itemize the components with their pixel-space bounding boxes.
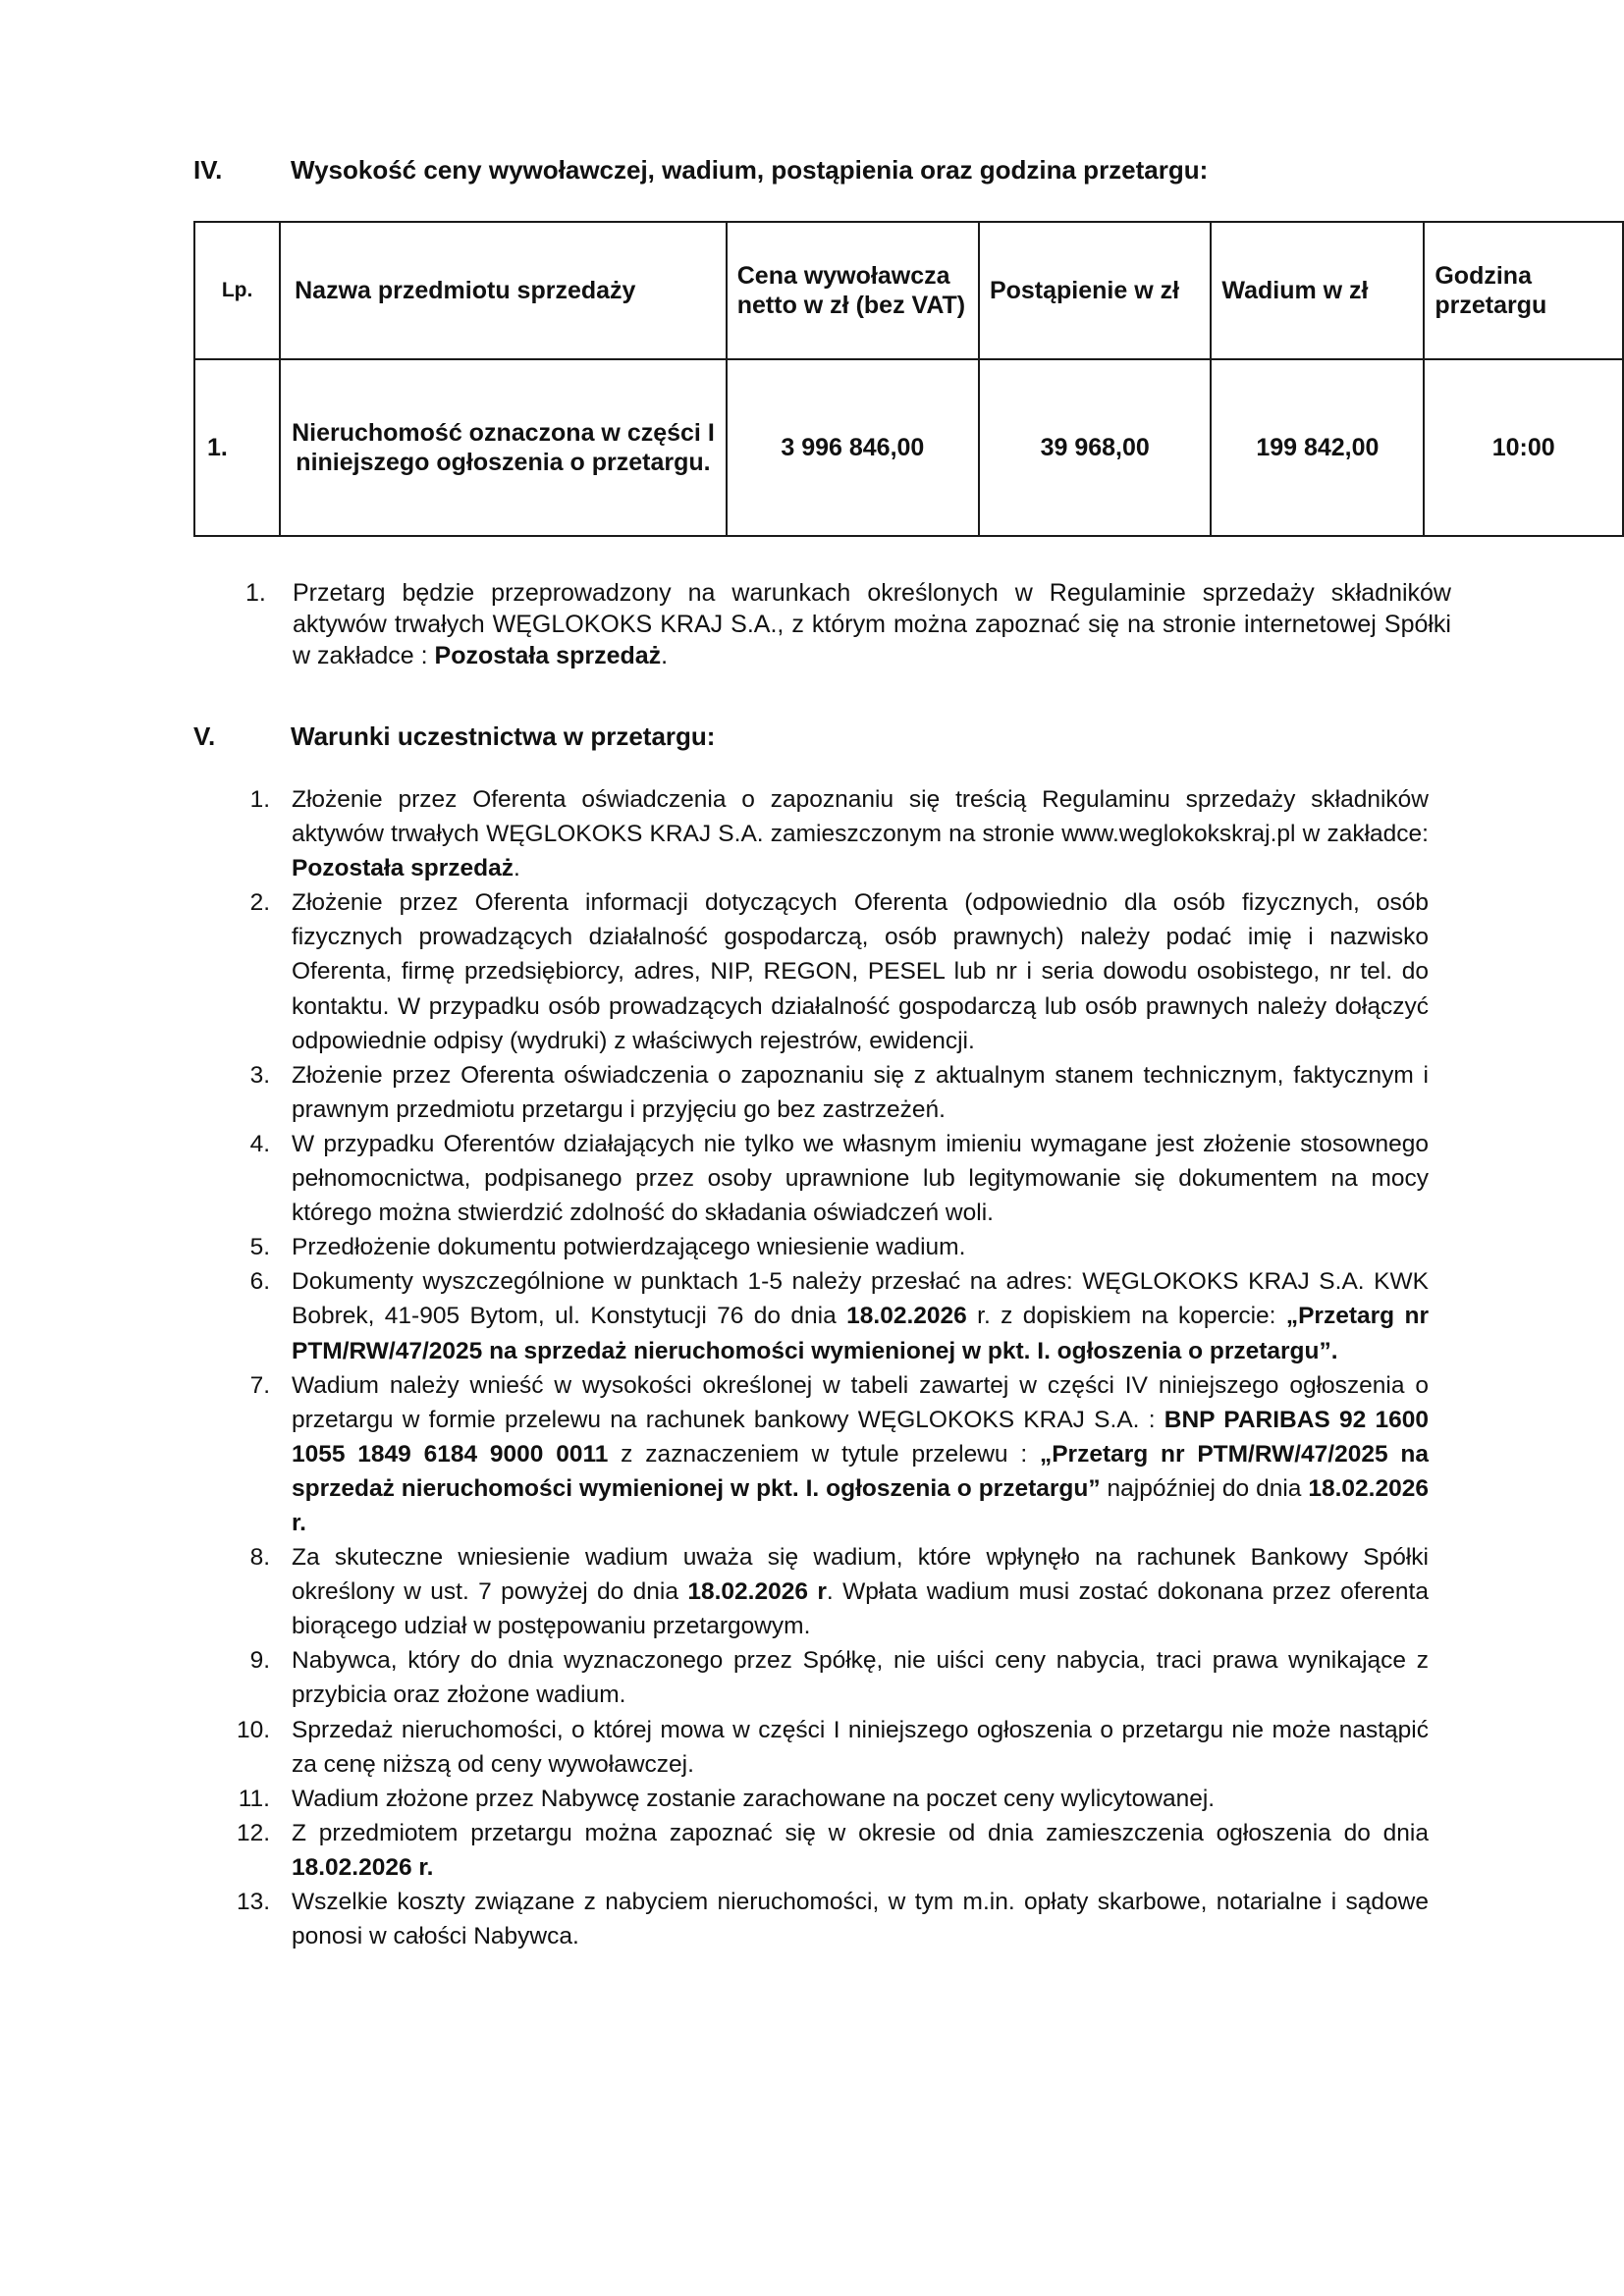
list-item-text-plain: Wadium złożone przez Nabywcę zostanie zarachowane na poczet ceny wylicytowanej. — [292, 1785, 1216, 1812]
list-item-text-plain: z zaznaczeniem w tytule przelewu : — [608, 1440, 1040, 1468]
list-item-text-plain: Nabywca, który do dnia wyznaczonego przez Spółkę, nie uiści ceny nabycia, traci prawa wynikające z przybicia oraz złożone wadium. — [292, 1647, 1429, 1709]
list-item-text-plain: Złożenie przez Oferenta informacji dotyczących Oferenta (odpowiednio dla osób fizycznych, osób fizycznych prowadzących działalność gospodarczą, osób prawnych) należy podać imię i nazwisko Oferenta, firmę przedsiębiorcy, adres, NIP, REGON, PESEL lub nr i seria dowodu osobistego, nr tel. do kontaktu. W przypadku osób prowadzących działalność gospodarczą lub osób prawnych należy dołączyć odpowiednie odpisy (wydruki) z właściwych rejestrów, ewidencji. — [292, 889, 1429, 1054]
list-item-number: 9. — [249, 1647, 270, 1675]
list-item-text-bold: „Przetarg nr PTM/RW/47/2025 na sprzedaż nieruchomości wymienionej w pkt. I. ogłoszenia o przetargu” — [292, 1440, 1429, 1502]
cell-lp: 1. — [194, 359, 280, 536]
auction-table — [193, 221, 1624, 537]
list-item — [0, 1540, 1624, 1643]
list-item-number: 12. — [236, 1819, 270, 1846]
list-item-text — [292, 1264, 1429, 1367]
list-item-text — [292, 1230, 1429, 1264]
list-item-text — [292, 1885, 1429, 1953]
list-item — [0, 1264, 1624, 1367]
cell-name: Nieruchomość oznaczona w części I niniejszego ogłoszenia o przetargu. — [280, 359, 727, 536]
list-item-number: 8. — [249, 1544, 270, 1572]
list-item — [0, 1713, 1624, 1782]
header-price: Cena wywoławcza netto w zł (bez VAT) — [727, 222, 979, 359]
cell-hour: 10:00 — [1424, 359, 1623, 536]
table-row — [194, 359, 1623, 536]
list-item-text-plain: najpóźniej do dnia — [1100, 1474, 1309, 1502]
list-item — [0, 1643, 1624, 1712]
list-item-text — [292, 1368, 1429, 1540]
header-name: Nazwa przedmiotu sprzedaży — [280, 222, 727, 359]
list-item-text — [292, 1713, 1429, 1782]
header-lp: Lp. — [194, 222, 280, 359]
list-item-text-plain: Sprzedaż nieruchomości, o której mowa w części I niniejszego ogłoszenia o przetargu nie może nastąpić za cenę niższą od ceny wywoławczej. — [292, 1716, 1429, 1778]
list-item-text-plain: . — [514, 855, 520, 882]
list-item-text-plain: r. z dopiskiem na kopercie: — [966, 1303, 1286, 1330]
list-item-text — [292, 1643, 1429, 1712]
list-item-number: 13. — [236, 1889, 270, 1915]
list-item-text — [292, 1127, 1429, 1230]
list-item-text — [292, 782, 1429, 885]
list-item-text-plain: Wszelkie koszty związane z nabyciem nieruchomości, w tym m.in. opłaty skarbowe, notarialne i sądowe ponosi w całości Nabywca. — [292, 1889, 1429, 1950]
list-item-number: 1. — [249, 786, 270, 813]
section-iv-number: IV. — [193, 155, 223, 185]
list-item-number: 7. — [249, 1371, 270, 1399]
note-text-end: . — [661, 642, 669, 669]
list-item-text — [292, 885, 1429, 1057]
note-text-bold: Pozostała sprzedaż — [434, 642, 662, 669]
list-item-text-plain: Złożenie przez Oferenta oświadczenia o zapoznaniu się z aktualnym stanem technicznym, faktycznym i prawnym przedmiotu przetargu i przyjęciu go bez zastrzeżeń. — [292, 1061, 1429, 1123]
list-item-text-bold: BNP PARIBAS 92 1600 1055 1849 6184 9000 0011 — [292, 1406, 1429, 1468]
list-item-text — [292, 1058, 1429, 1127]
table-header-row — [194, 222, 1623, 359]
cell-step: 39 968,00 — [979, 359, 1211, 536]
section-iv-title: Wysokość ceny wywoławczej, wadium, postąpienia oraz godzina przetargu: — [291, 155, 1209, 185]
list-item-number: 4. — [249, 1130, 270, 1157]
list-item-text-bold: „Przetarg nr PTM/RW/47/2025 na sprzedaż nieruchomości wymienionej w pkt. I. ogłoszenia o przetargu”. — [292, 1303, 1430, 1364]
list-item-text — [292, 1540, 1429, 1643]
list-item-text-bold: 18.02.2026 r. — [292, 1474, 1429, 1536]
list-item-text-bold: Pozostała sprzedaż — [292, 855, 514, 882]
list-item-text-plain: Przedłożenie dokumentu potwierdzającego wniesienie wadium. — [292, 1234, 966, 1261]
list-item — [0, 782, 1624, 885]
list-item — [0, 1058, 1624, 1127]
list-item-text-plain: Z przedmiotem przetargu można zapoznać się w okresie od dnia zamieszczenia ogłoszenia do dnia — [292, 1819, 1429, 1846]
list-item — [0, 1885, 1624, 1953]
cell-deposit: 199 842,00 — [1211, 359, 1424, 536]
list-item-number: 3. — [249, 1061, 270, 1089]
header-deposit: Wadium w zł — [1211, 222, 1424, 359]
list-item-text-plain: Za skuteczne wniesienie wadium uważa się wadium, które wpłynęło na rachunek Bankowy Spółki określony w ust. 7 powyżej do dnia — [292, 1544, 1429, 1606]
list-item-text-plain: Wadium należy wnieść w wysokości określonej w tabeli zawartej w części IV niniejszego ogłoszenia o przetargu w formie przelewu na rachunek bankowy WĘGLOKOKS KRAJ S.A. : — [292, 1371, 1429, 1433]
list-item-number: 11. — [238, 1785, 270, 1812]
list-item-text — [292, 1816, 1429, 1885]
list-item-number: 6. — [249, 1268, 270, 1296]
section-v-title: Warunki uczestnictwa w przetargu: — [291, 721, 716, 751]
list-item-text-plain: Złożenie przez Oferenta oświadczenia o zapoznaniu się treścią Regulaminu sprzedaży składników aktywów trwałych WĘGLOKOKS KRAJ S.A. zamieszczonym na stronie www.weglokokskraj.pl w zakładce: — [292, 786, 1429, 848]
note-text-plain: Przetarg będzie przeprowadzony na warunkach określonych w Regulaminie sprzedaży składników aktywów trwałych WĘGLOKOKS KRAJ S.A., z którym można zapoznać się na stronie internetowej Spółki w zakładce : — [293, 579, 1451, 669]
list-item-text-plain: . Wpłata wadium musi zostać dokonana przez oferenta biorącego udział w postępowaniu przetargowym. — [292, 1578, 1429, 1640]
list-item-text-bold: 18.02.2026 r. — [292, 1853, 434, 1881]
note-text — [293, 577, 1451, 671]
section-v-number: V. — [193, 721, 216, 751]
header-step: Postąpienie w zł — [979, 222, 1211, 359]
list-item-text-bold: 18.02.2026 r — [687, 1578, 827, 1606]
header-hour: Godzina przetargu — [1424, 222, 1623, 359]
list-item — [0, 1816, 1624, 1885]
list-item — [0, 1368, 1624, 1540]
list-item-text — [292, 1782, 1429, 1816]
list-item — [0, 1230, 1624, 1264]
list-item — [0, 1127, 1624, 1230]
list-item-number: 10. — [236, 1716, 270, 1743]
list-item-number: 2. — [249, 889, 270, 917]
list-item — [0, 1782, 1624, 1816]
list-item-text-plain: W przypadku Oferentów działających nie tylko we własnym imieniu wymagane jest złożenie stosownego pełnomocnictwa, podpisanego przez osoby uprawnione lub legitymowanie się dokumentem na mocy którego można stwierdzić zdolność do składania oświadczeń woli. — [292, 1130, 1429, 1227]
note-number: 1. — [245, 579, 266, 607]
list-item-number: 5. — [249, 1234, 270, 1261]
conditions-list — [0, 782, 1624, 1953]
list-item — [0, 885, 1624, 1057]
cell-price: 3 996 846,00 — [727, 359, 979, 536]
list-item-text-bold: 18.02.2026 — [846, 1303, 967, 1330]
list-item-text-plain: Dokumenty wyszczególnione w punktach 1-5 należy przesłać na adres: WĘGLOKOKS KRAJ S.A. KWK Bobrek, 41-905 Bytom, ul. Konstytucji 76 do dnia — [292, 1268, 1429, 1330]
